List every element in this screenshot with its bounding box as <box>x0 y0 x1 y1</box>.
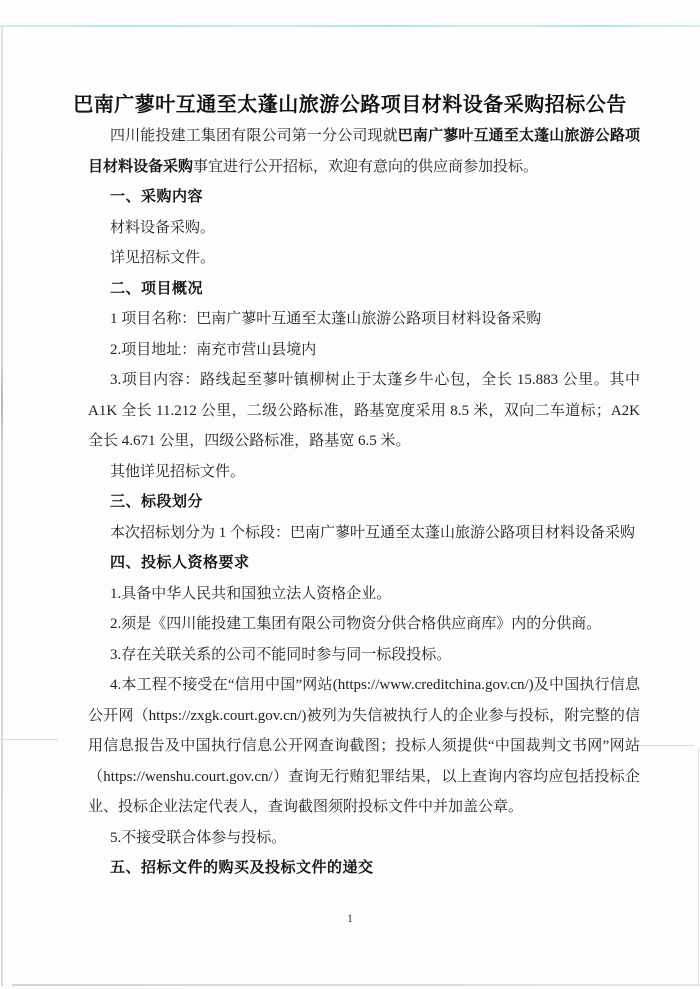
text-run: 1.具备中华人民共和国独立法人资格企业。 <box>110 585 392 602</box>
document-title: 巴南广蓼叶互通至太蓬山旅游公路项目材料设备采购招标公告 <box>73 94 627 116</box>
body-paragraph <box>88 579 640 610</box>
section-heading <box>88 487 640 518</box>
text-run: 四川能投建工集团有限公司第一分公司现就 <box>110 128 398 144</box>
emphasized-text: 巴南广蓼叶互通至太蓬山旅游公路项目材料设备采购 <box>88 128 640 175</box>
body-paragraph <box>88 457 640 488</box>
scanner-artifact-dash-left <box>0 739 58 740</box>
text-run: 详见招标文件。 <box>110 250 216 266</box>
body-paragraph <box>88 335 640 366</box>
scanner-artifact-right-edge <box>698 748 699 985</box>
section-heading <box>88 853 640 884</box>
body-paragraph <box>88 121 640 182</box>
text-run: 3.项目内容：路线起至蓼叶镇柳树止于太蓬乡牛心包，全长 15.883 公里。其中 A1K 全长 11.212 公里，二级公路标准，路基宽度采用 8.5 米，双向二车道标；A2K 全长 4.671 公里，四级公路标准，路基宽 6.5 米。 <box>88 372 640 449</box>
body-paragraph <box>88 640 640 671</box>
body-paragraph <box>88 213 640 244</box>
scanner-artifact-left-edge <box>1 27 3 986</box>
text-run: 一、采购内容 <box>110 188 204 205</box>
body-paragraph <box>88 670 640 823</box>
text-run: 事宜进行公开招标，欢迎有意向的供应商参加投标。 <box>193 158 539 175</box>
document-body <box>88 121 640 884</box>
body-paragraph <box>88 365 640 457</box>
section-heading <box>88 274 640 305</box>
text-run: 三、标段划分 <box>110 493 204 510</box>
text-run: 四、投标人资格要求 <box>110 554 250 571</box>
body-paragraph <box>88 609 640 640</box>
text-run: 五、招标文件的购买及投标文件的递交 <box>110 859 374 876</box>
text-run: 其他详见招标文件。 <box>110 463 246 480</box>
scanner-artifact-bottom-edge <box>12 984 700 986</box>
text-run: 4.本工程不接受在“信用中国”网站(https://www.creditchina.gov.cn/)及中国执行信息公开网（https://zxgk.court.gov.cn/)被列为失信被执行人的企业参与投标，附完整的信用信息报告及中国执行信息公开网查询截图；投标人须提供“中国裁判文书网”网站（https://wenshu.court.gov.cn/）查询无行贿犯罪结果，以上查询内容均应包括投标企业、投标企业法定代表人，查询截图须附投标文件中并加盖公章。 <box>88 677 640 815</box>
section-heading <box>88 182 640 213</box>
body-paragraph <box>88 823 640 854</box>
body-paragraph <box>88 304 640 335</box>
body-paragraph <box>88 243 640 274</box>
text-run: 5.不接受联合体参与投标。 <box>110 829 287 846</box>
text-run: 本次招标划分为 1 个标段：巴南广蓼叶互通至太蓬山旅游公路项目材料设备采购 <box>110 524 636 541</box>
body-paragraph <box>88 518 640 549</box>
text-run: 2.须是《四川能投建工集团有限公司物资分供合格供应商库》内的分供商。 <box>110 616 602 632</box>
text-run: 材料设备采购。 <box>110 219 216 236</box>
text-run: 二、项目概况 <box>110 279 204 297</box>
scanner-artifact-top-line <box>0 25 700 27</box>
scanner-artifact-dash-right <box>634 745 694 746</box>
text-run: 1 项目名称：巴南广蓼叶互通至太蓬山旅游公路项目材料设备采购 <box>110 311 542 327</box>
page-number: 1 <box>347 911 353 925</box>
text-run: 3.存在关联关系的公司不能同时参与同一标段投标。 <box>110 646 452 663</box>
section-heading <box>88 548 640 579</box>
text-run: 2.项目地址：南充市营山县境内 <box>110 341 317 358</box>
